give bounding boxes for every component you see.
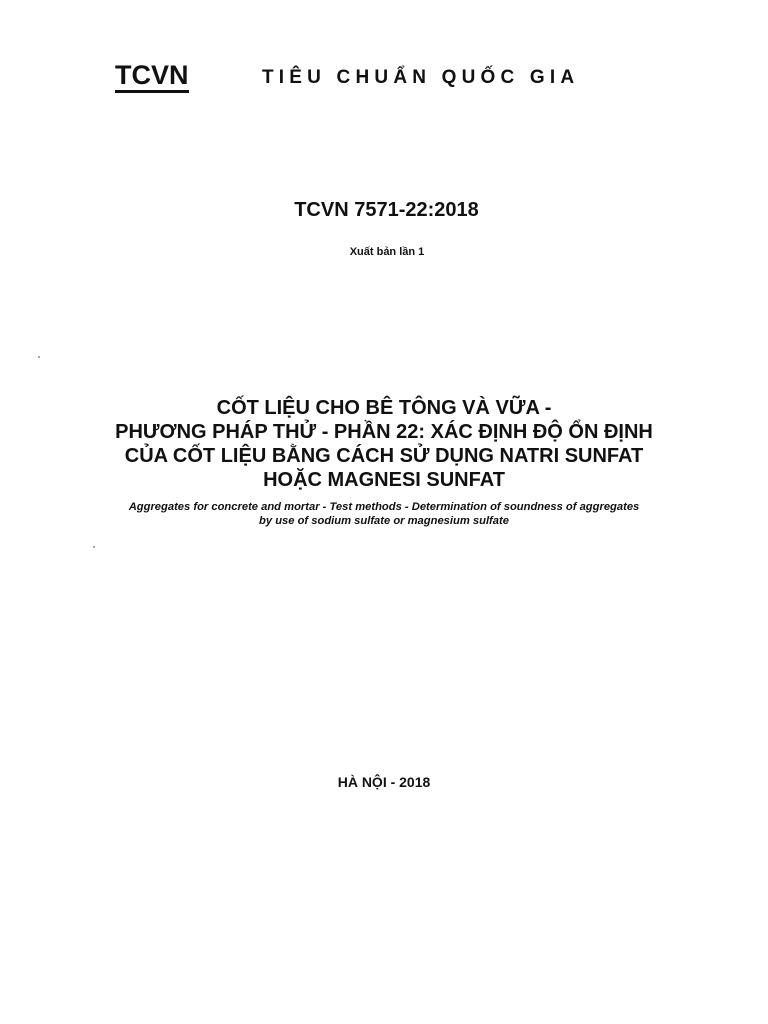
scan-speck [38,356,40,358]
vietnamese-title-line: CỦA CỐT LIỆU BẰNG CÁCH SỬ DỤNG NATRI SUNFAT [124,445,644,467]
standard-number [0,199,768,222]
edition-text: Xuất bản lần 1 [349,246,425,258]
vietnamese-title-line: CỐT LIỆU CHO BÊ TÔNG VÀ VỮA - [216,397,552,419]
place-and-year-text: HÀ NỘI - 2018 [337,774,431,790]
english-title-line: Aggregates for concrete and mortar - Test methods - Determination of soundness of aggregates [128,501,640,513]
english-title-line: by use of sodium sulfate or magnesium sulfate [259,515,509,527]
standard-number-text: TCVN 7571-22:2018 [294,199,479,221]
vietnamese-title-line: HOẶC MAGNESI SUNFAT [263,469,505,491]
national-standard-heading: TIÊU CHUẨN QUỐC GIA [262,67,580,88]
english-title [0,500,768,528]
vietnamese-title-line: PHƯƠNG PHÁP THỬ - PHẦN 22: XÁC ĐỊNH ĐỘ ỔN ĐỊNH [115,421,653,443]
edition-note [0,246,768,258]
vietnamese-title [0,396,768,492]
scan-speck [93,546,95,548]
tcvn-logo: TCVN [115,60,189,93]
place-and-year [0,774,768,790]
